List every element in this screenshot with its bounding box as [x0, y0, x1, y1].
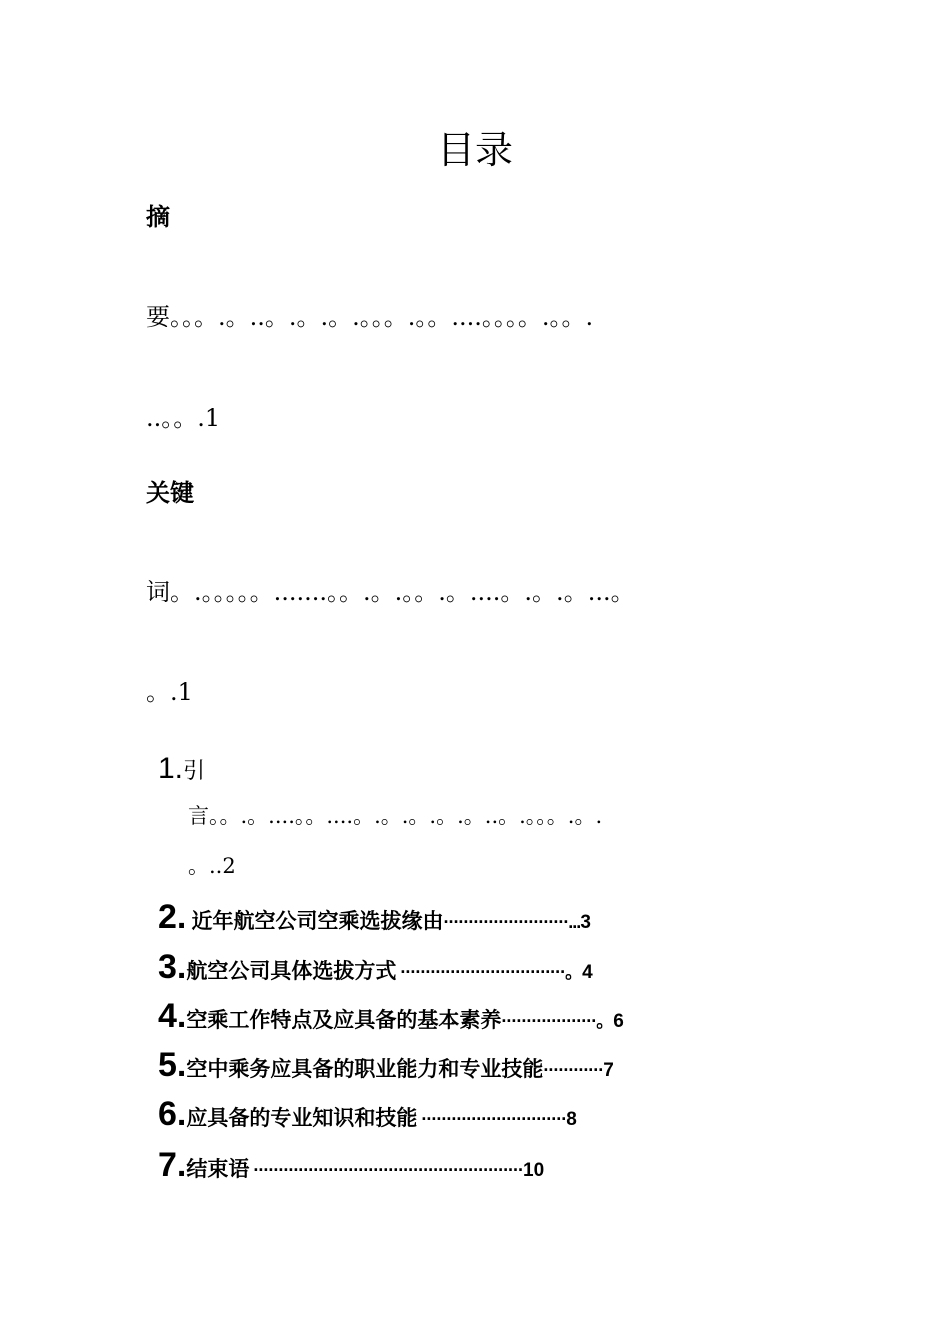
entry-title: 空乘工作特点及应具备的基本素养: [186, 1008, 502, 1032]
entry-leader: ·································。: [396, 962, 583, 982]
keywords-label-line2[interactable]: [146, 580, 635, 604]
entry-page: 3: [580, 912, 591, 933]
keywords-leader: 词。.。。。。。.......。。.。.。。.。....。.。.。...。: [146, 578, 635, 606]
toc-entry-7[interactable]: [158, 1148, 544, 1182]
entry-number: 7.: [158, 1146, 187, 1184]
entry-title: 结束语: [186, 1157, 250, 1181]
abstract-page-line: ..。。.1: [146, 404, 221, 432]
entry-leader: ······················································: [249, 1160, 524, 1180]
entry-title: 近年航空公司空乘选拔缘由: [191, 909, 444, 933]
entry-page: 4: [582, 962, 593, 983]
page-title: 目录: [436, 128, 513, 172]
entry-page: 7: [603, 1060, 614, 1081]
toc-entry-1[interactable]: [158, 754, 205, 784]
keywords-label-line1: 关键: [146, 478, 194, 507]
intro-line1: 引: [183, 759, 206, 784]
entry-leader: ···················。: [501, 1011, 614, 1031]
intro-line2: 言。。.。....。。....。.。.。.。.。..。.。。。.。.: [188, 804, 603, 828]
entry-leader: ············: [543, 1060, 604, 1080]
toc-entry-3[interactable]: [158, 950, 593, 984]
abstract-label-line1: 摘: [146, 202, 170, 231]
entry-page: 10: [523, 1160, 545, 1181]
entry-number: 2.: [158, 898, 187, 936]
entry-title: 空中乘务应具备的职业能力和专业技能: [186, 1057, 544, 1081]
entry-number: 6.: [158, 1095, 187, 1133]
toc-entry-2[interactable]: [158, 900, 591, 934]
entry-page: 8: [566, 1109, 577, 1130]
entry-title: 航空公司具体选拔方式: [186, 959, 397, 983]
entry-page: 6: [613, 1011, 624, 1032]
entry-title: 应具备的专业知识和技能: [186, 1106, 418, 1130]
toc-entry-6[interactable]: [158, 1097, 577, 1131]
intro-page-line: 。..2: [188, 854, 236, 878]
abstract-label-line2[interactable]: [146, 305, 593, 329]
entry-number: 1.: [158, 752, 184, 785]
toc-entry-5[interactable]: [158, 1048, 614, 1082]
keywords-page-line: 。.1: [146, 678, 193, 706]
toc-entry-4[interactable]: [158, 999, 624, 1033]
entry-number: 4.: [158, 997, 187, 1035]
abstract-leader: 要。。。.。..。.。.。.。。。.。。....。。。。.。。.: [146, 303, 594, 331]
entry-number: 5.: [158, 1046, 187, 1084]
entry-leader: ·························...: [443, 912, 581, 932]
entry-number: 3.: [158, 948, 187, 986]
entry-leader: ·····························: [417, 1109, 567, 1129]
